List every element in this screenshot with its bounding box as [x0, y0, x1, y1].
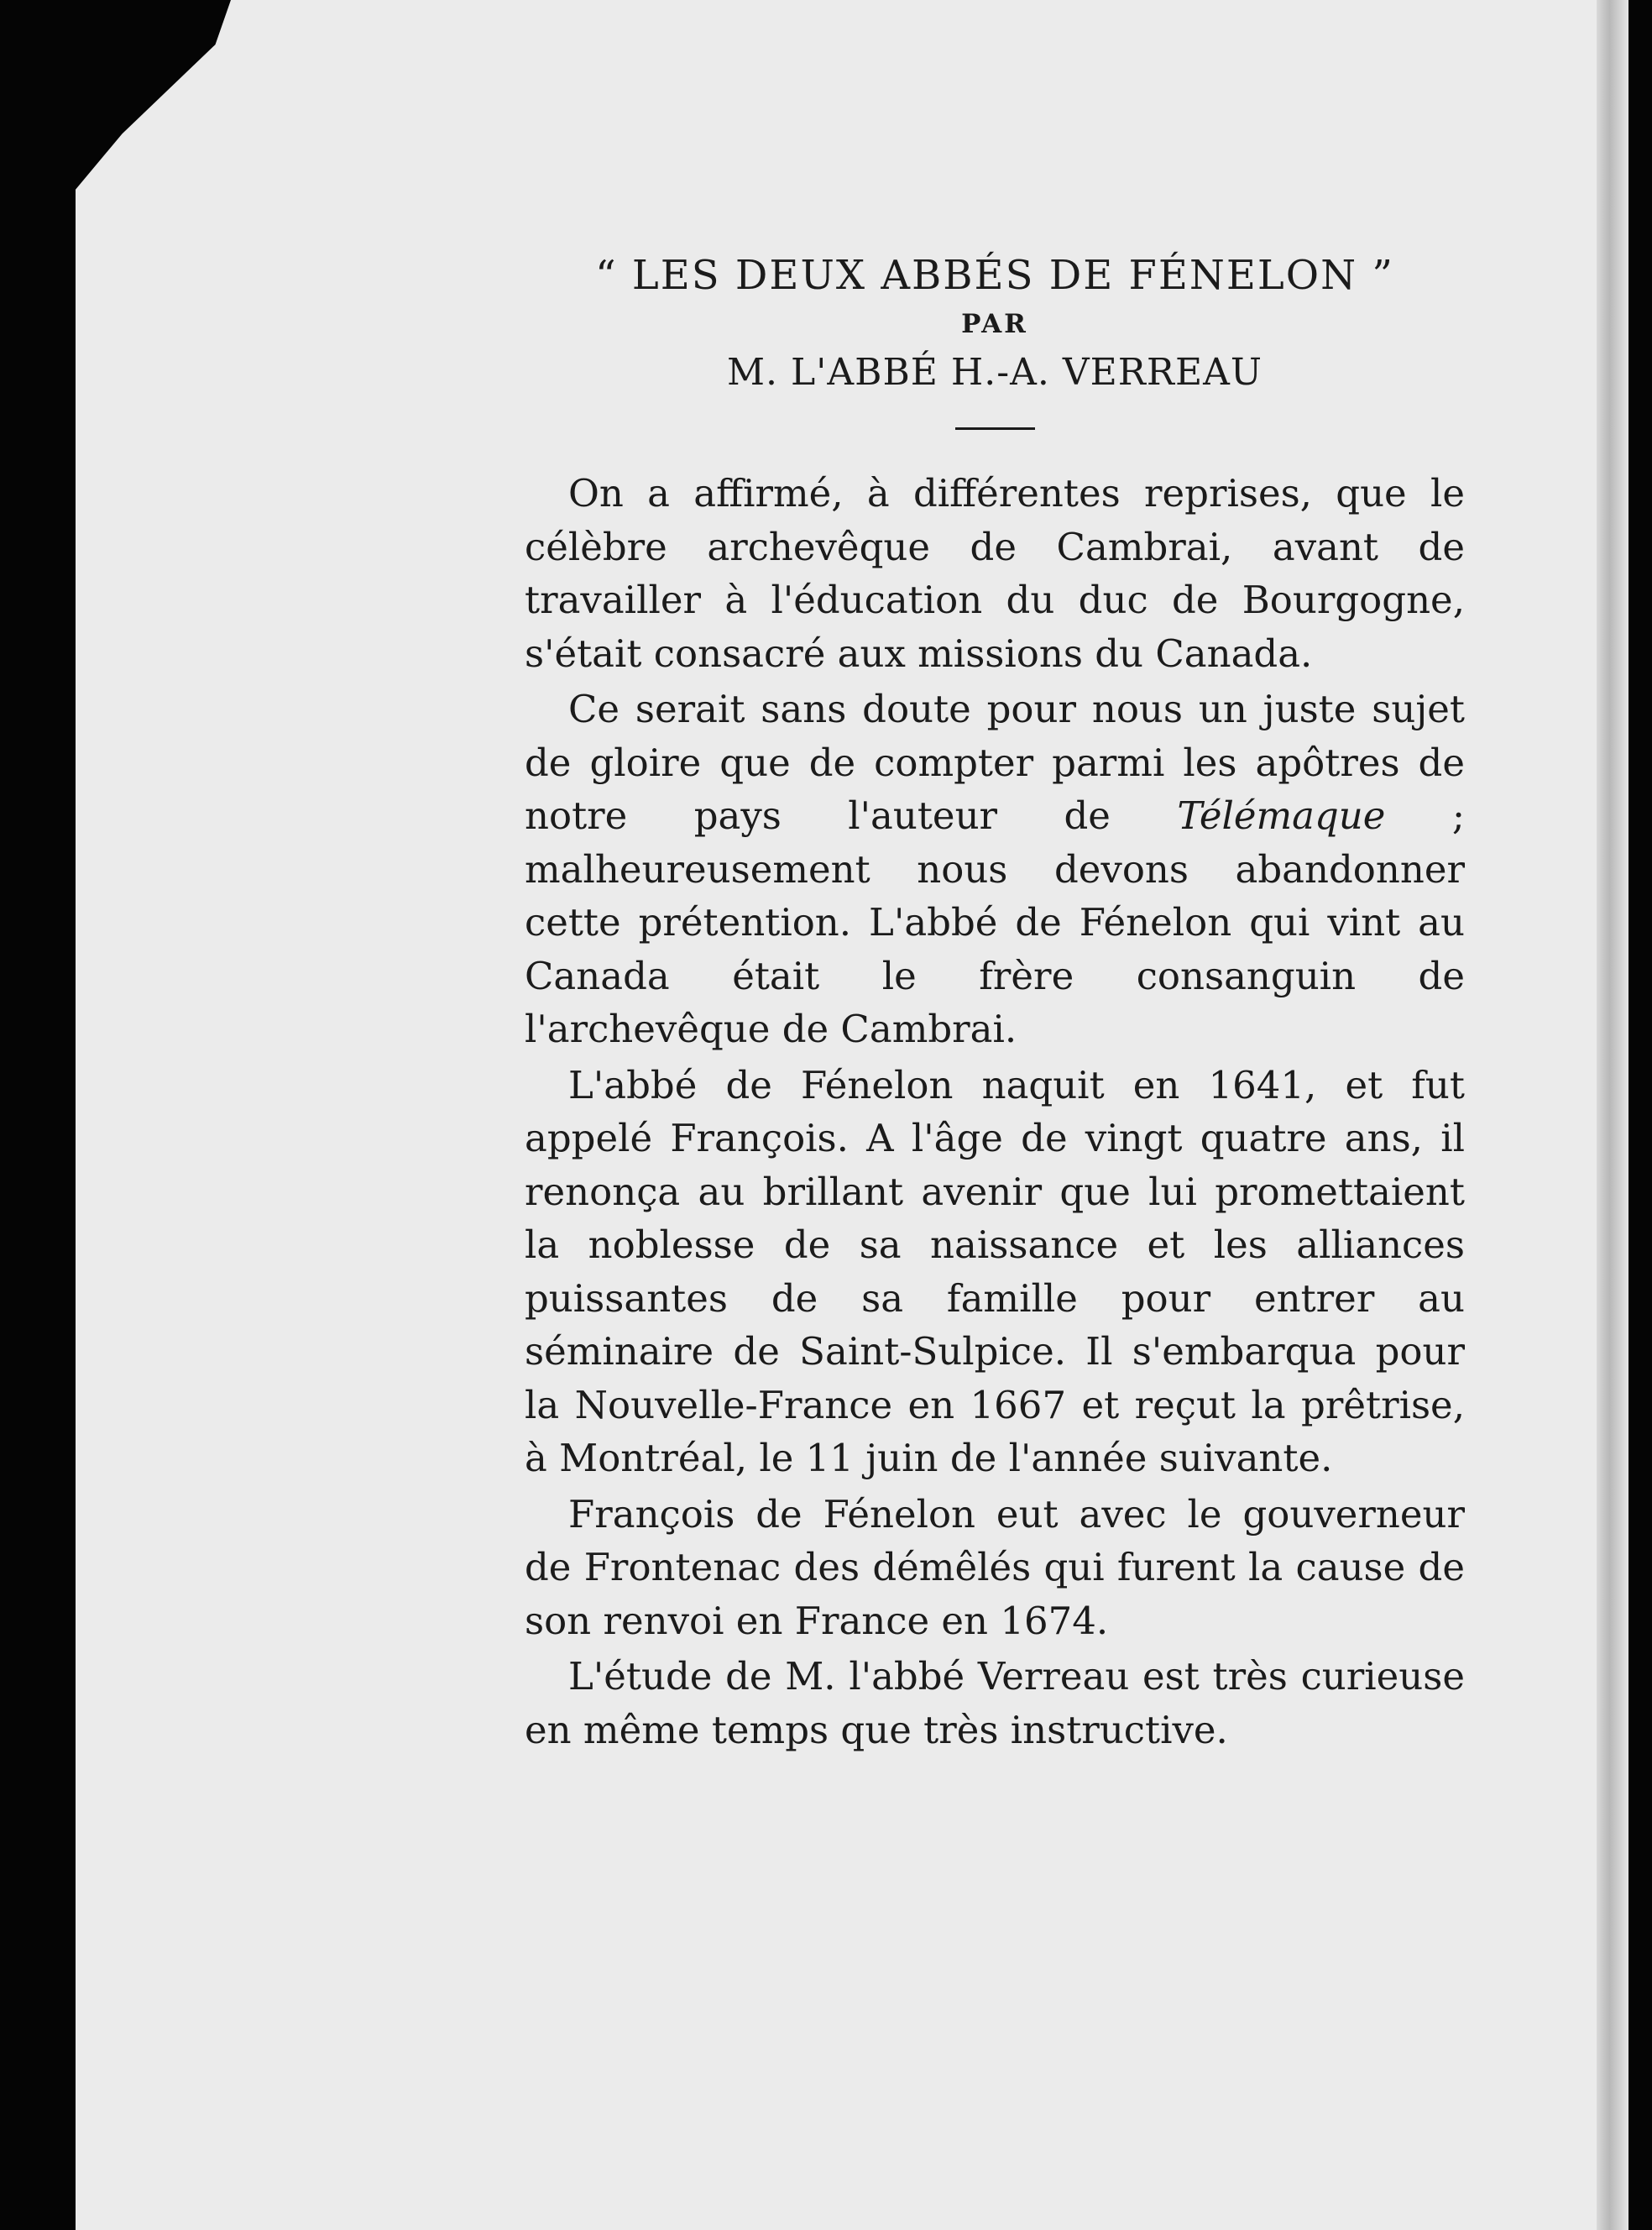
paragraph-4: François de Fénelon eut avec le gouverneur de Frontenac des démêlés qui furent la cause de son renvoi en France en 1674. [525, 1491, 1465, 1643]
paragraph-3: L'abbé de Fénelon naquit en 1641, et fut appelé François. A l'âge de vingt quatre ans, il renonça au brillant avenir que lui promettaient la noblesse de sa naissance et les alliances puissantes de sa famille pour entrer au séminaire de Saint-Sulpice. Il s'embarqua pour la Nouvelle-France en 1667 et reçut la prêtrise, à Montréal, le 11 juin de l'année suivante. [525, 1062, 1465, 1480]
page-spine [1597, 0, 1628, 2230]
author-name: M. L'ABBÉ H.-A. VERREAU [727, 351, 1263, 394]
italic-title: Télémaque [1177, 793, 1386, 838]
paragraph-2: Ce serait sans doute pour nous un juste sujet de gloire que de compter parmi les apôtres de notre pays l'auteur de Télémaque ; malheureusement nous devons abandonner cette prétention. L'abbé de Fénelon qui vint au Canada était le frère consanguin de l'archevêque de Cambrai. [525, 687, 1465, 1051]
title-rule [955, 427, 1035, 430]
paragraph-1: On a affirmé, à différentes reprises, que le célèbre archevêque de Cambrai, avant de travailler à l'éducation du duc de Bourgogne, s'était consacré aux missions du Canada. [525, 471, 1465, 676]
document-title: “ LES DEUX ABBÉS DE FÉNELON ” [595, 252, 1394, 299]
byline-par: PAR [961, 309, 1028, 339]
text-block [525, 252, 1465, 1759]
paragraph-5: L'étude de M. l'abbé Verreau est très curieuse en même temps que très instructive. [525, 1654, 1465, 1752]
